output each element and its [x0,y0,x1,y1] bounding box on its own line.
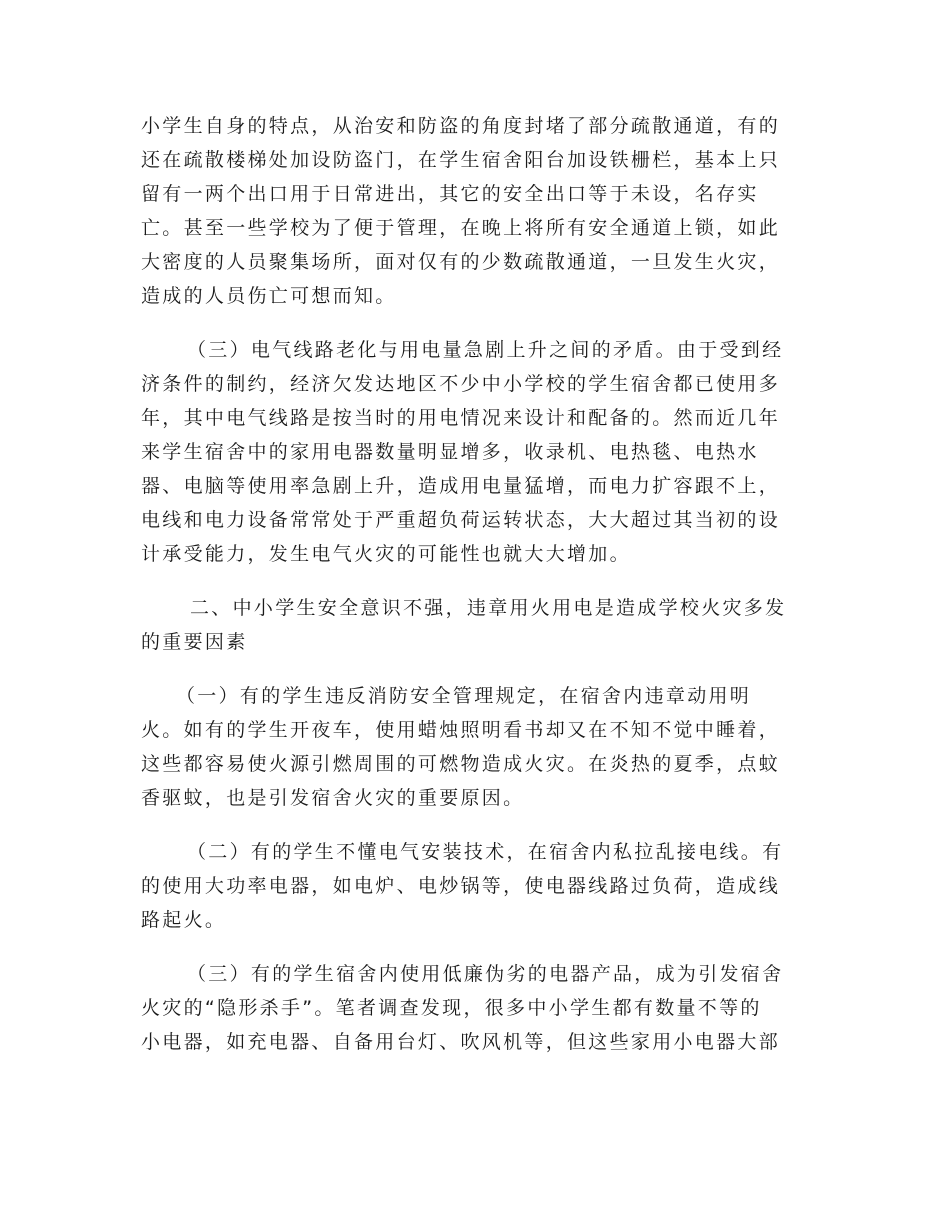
text-line: 的使用大功率电器，如电炉、电炒锅等，使电器线路过负荷，造成线 [141,875,781,897]
text-line: 济条件的制约，经济欠发达地区不少中小学校的学生宿舍都已使用多 [141,373,781,395]
text-line: 来学生宿舍中的家用电器数量明显增多，收录机、电热毯、电热水 [141,441,759,463]
text-line: 这些都容易使火源引燃周围的可燃物造成火灾。在炎热的夏季，点蚊 [141,753,781,775]
text-line: 火。如有的学生开夜车，使用蜡烛照明看书却又在不知不觉中睡着， [141,719,781,741]
text-line: 大密度的人员聚集场所，面对仅有的少数疏散通道，一旦发生火灾， [141,251,781,273]
text-line: 小学生自身的特点，从治安和防盗的角度封堵了部分疏散通道，有的 [141,115,781,137]
text-line: 小电器，如充电器、自备用台灯、吹风机等，但这些家用小电器大部 [141,1031,781,1053]
text-line: 计承受能力，发生电气火灾的可能性也就大大增加。 [141,543,631,565]
text-line: 留有一两个出口用于日常进出，其它的安全出口等于未设，名存实 [141,183,759,205]
text-line: 年，其中电气线路是按当时的用电情况来设计和配备的。然而近几年 [141,407,781,429]
text-line: （二）有的学生不懂电气安装技术，在宿舍内私拉乱接电线。有 [187,841,784,863]
text-line: 二、中小学生安全意识不强，违章用火用电是造成学校火灾多发 [190,597,787,619]
text-line: 火灾的“隐形杀手”。笔者调查发现，很多中小学生都有数量不等的 [141,997,762,1019]
text-line: 亡。甚至一些学校为了便于管理，在晚上将所有安全通道上锁，如此 [141,217,781,239]
text-line: 造成的人员伤亡可想而知。 [141,285,397,307]
text-line: 电线和电力设备常常处于严重超负荷运转状态，大大超过其当初的设 [141,509,781,531]
text-line: 香驱蚊，也是引发宿舍火灾的重要原因。 [141,787,525,809]
text-line: 还在疏散楼梯处加设防盗门，在学生宿舍阳台加设铁栅栏，基本上只 [141,149,781,171]
text-line: （一）有的学生违反消防安全管理规定，在宿舍内违章动用明 [176,685,752,707]
text-line: 路起火。 [141,909,227,931]
text-line: （三）电气线路老化与用电量急剧上升之间的矛盾。由于受到经 [187,339,784,361]
text-line: 器、电脑等使用率急剧上升，造成用电量猛增，而电力扩容跟不上， [141,475,781,497]
text-line: 的重要因素 [141,631,248,653]
text-line: （三）有的学生宿舍内使用低廉伪劣的电器产品，成为引发宿舍 [187,963,784,985]
